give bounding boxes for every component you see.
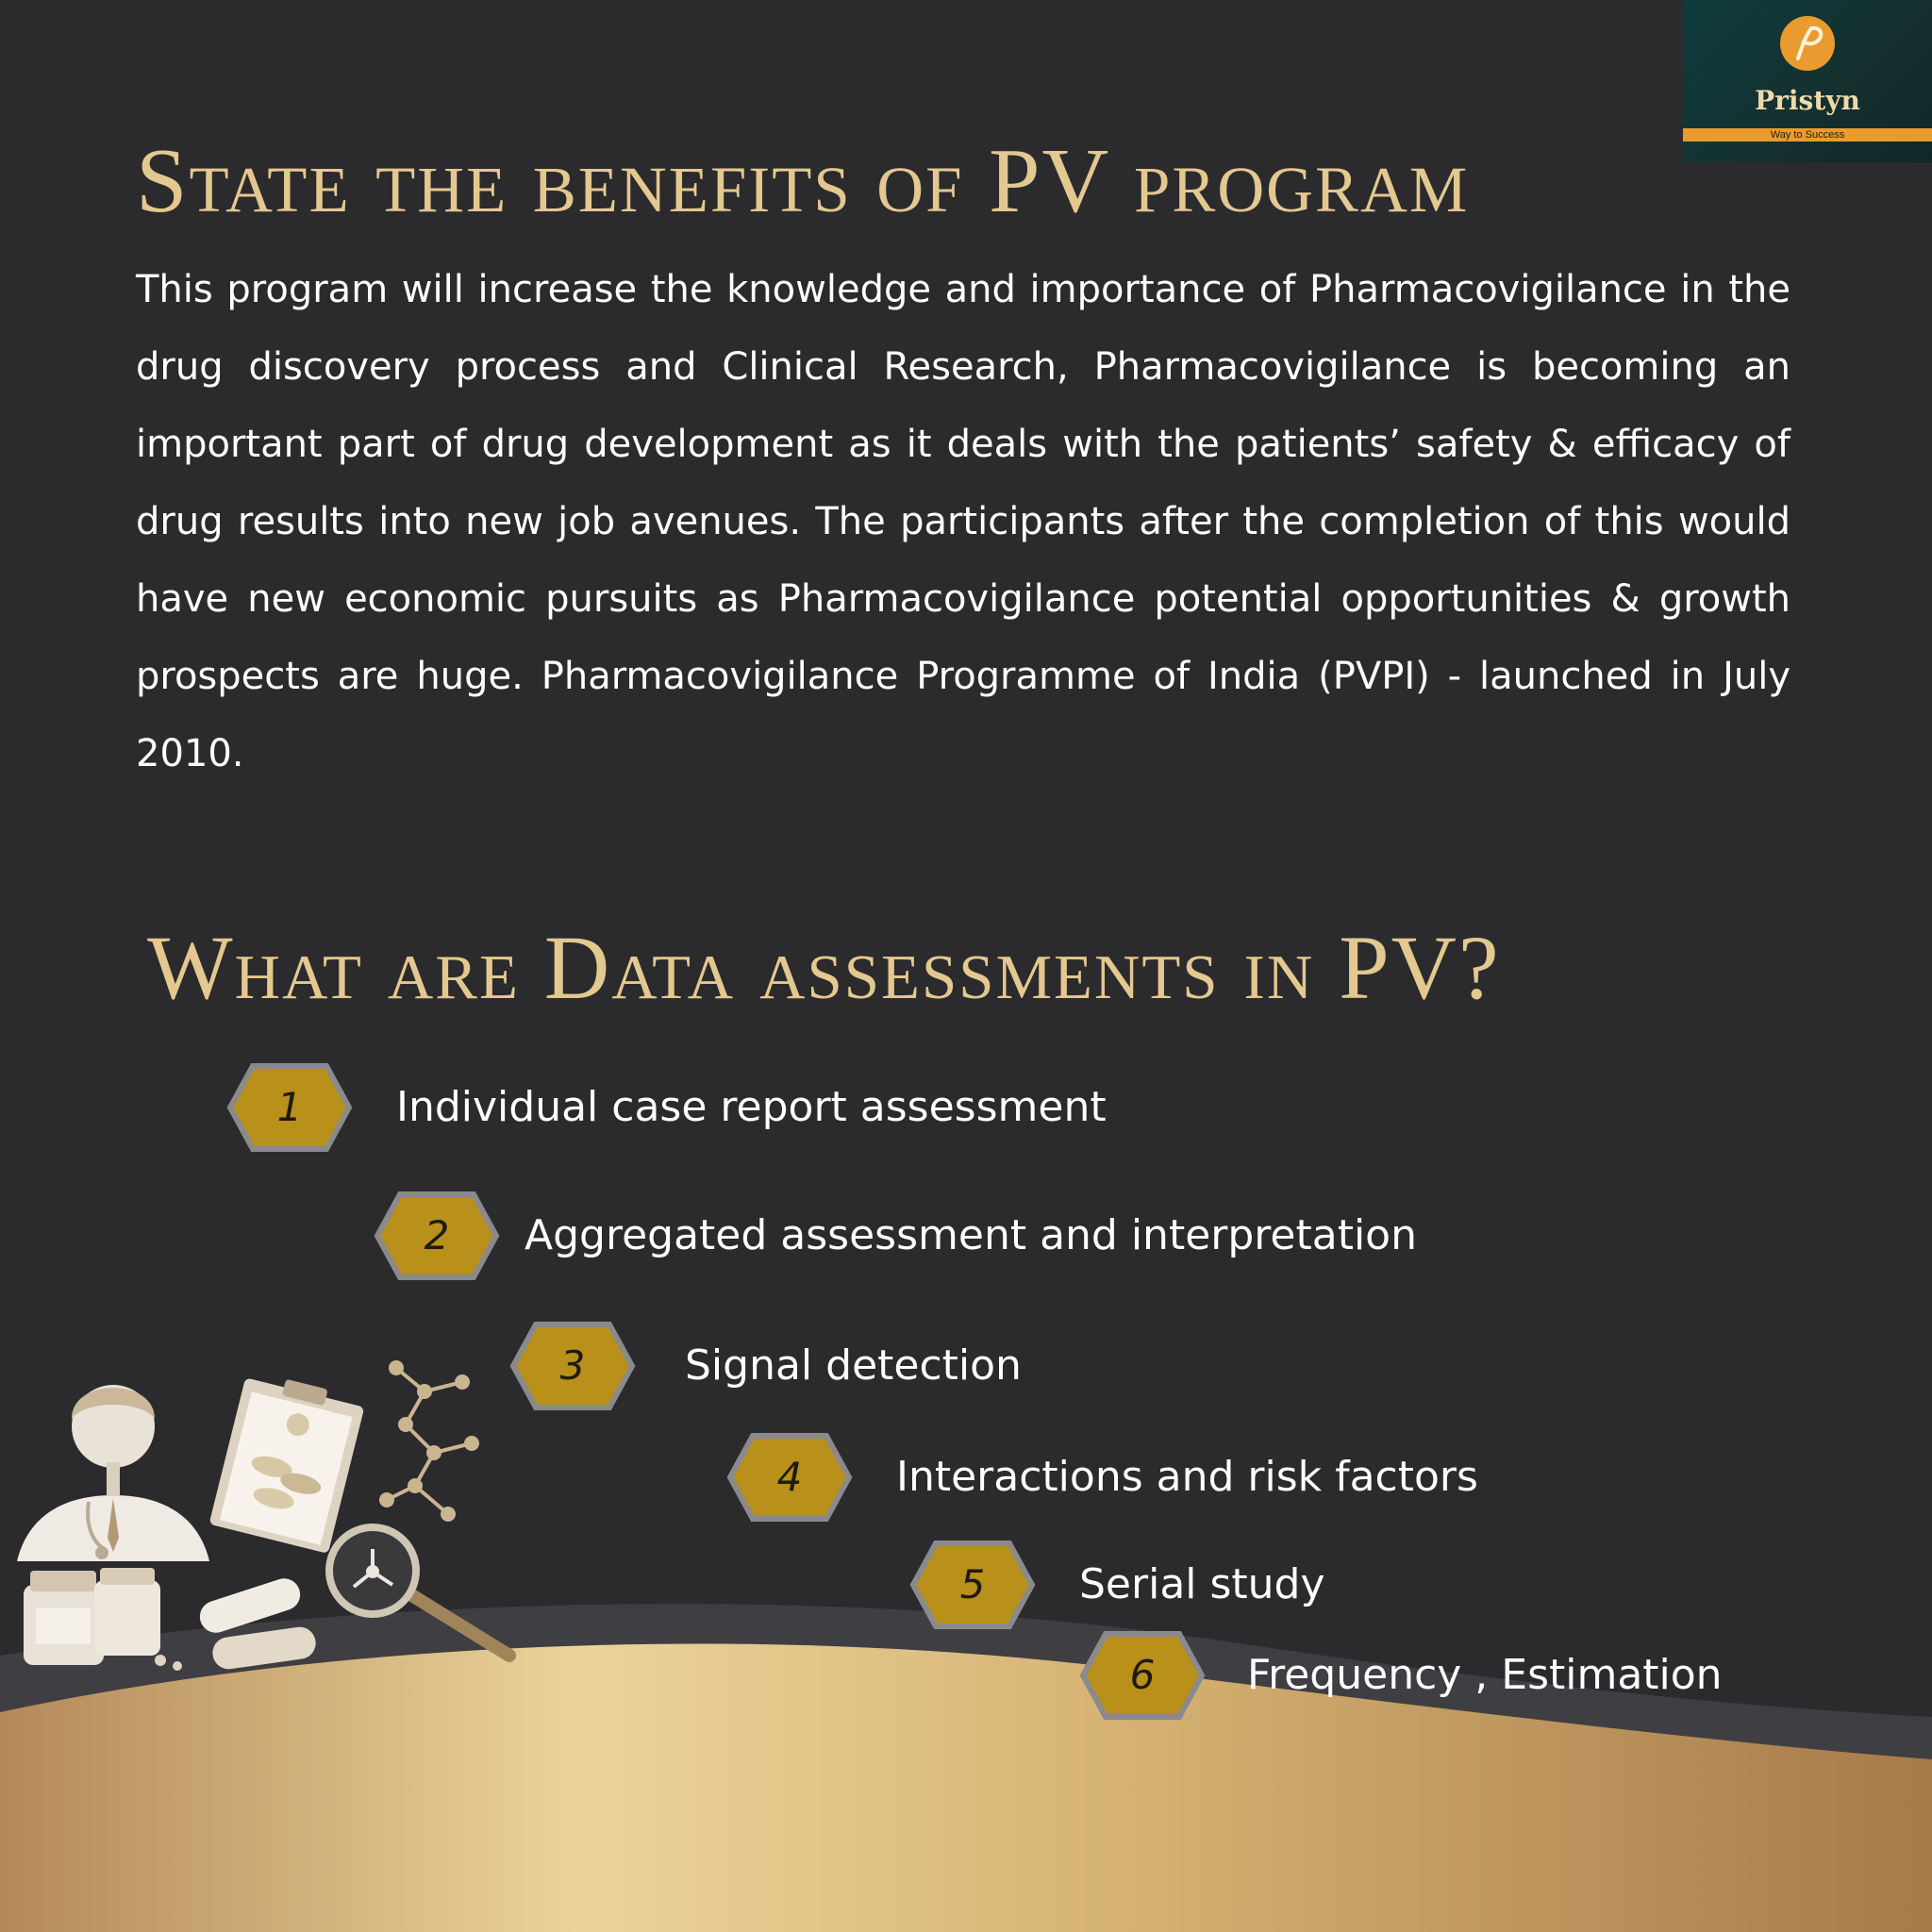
item-number: 5 — [959, 1561, 986, 1607]
item-number: 2 — [424, 1212, 450, 1258]
pill-bottle-icon — [24, 1568, 160, 1665]
item-label: Interactions and risk factors — [896, 1453, 1478, 1501]
item-number: 6 — [1129, 1652, 1156, 1698]
doctor-icon — [17, 1385, 209, 1561]
magnifier-icon — [329, 1527, 509, 1656]
assessment-item-2 — [374, 1191, 1506, 1281]
assessment-item-1 — [226, 1062, 1170, 1153]
item-label: Serial study — [1079, 1560, 1325, 1608]
item-number: 4 — [776, 1454, 803, 1500]
item-label: Aggregated assessment and interpretation — [525, 1211, 1417, 1259]
pristyn-logo-icon — [1777, 13, 1838, 74]
assessment-item-4 — [726, 1432, 1670, 1523]
section-assessments-title: What are Data assessments in PV? — [147, 917, 1501, 1018]
molecule-icon — [381, 1362, 477, 1520]
clipboard-icon — [209, 1370, 367, 1554]
pharmacy-illustration — [9, 1340, 538, 1679]
capsule-icon — [155, 1574, 318, 1672]
logo-name: Pristyn — [1755, 85, 1860, 116]
item-number: 3 — [559, 1342, 586, 1389]
assessment-item-6 — [1079, 1630, 1919, 1721]
item-label: Signal detection — [685, 1341, 1022, 1390]
item-number: 1 — [276, 1084, 303, 1130]
section-benefits-title: State the benefits of PV program — [136, 130, 1470, 232]
assessment-item-3 — [509, 1321, 1170, 1411]
pristyn-logo — [1683, 0, 1932, 162]
item-label: Individual case report assessment — [396, 1083, 1107, 1131]
section-benefits-paragraph: This program will increase the knowledge and importance of Pharmacovigilance in the drug discovery process and Clinical Research, Pharmacovigilance is becoming an important part of drug development as it deals with the patients’ safety & efficacy of drug results into new job avenues. The participants after the completion of this would have new economic pursuits as Pharmacovigilance potential opportunities & growth prospects are huge. Pharmacovigilance Programme of India (PVPI) - launched in July 2010. — [136, 268, 1790, 775]
item-label: Frequency , Estimation — [1247, 1651, 1723, 1699]
assessment-item-5 — [909, 1540, 1570, 1630]
logo-tagline: Way to Success — [1770, 129, 1845, 141]
